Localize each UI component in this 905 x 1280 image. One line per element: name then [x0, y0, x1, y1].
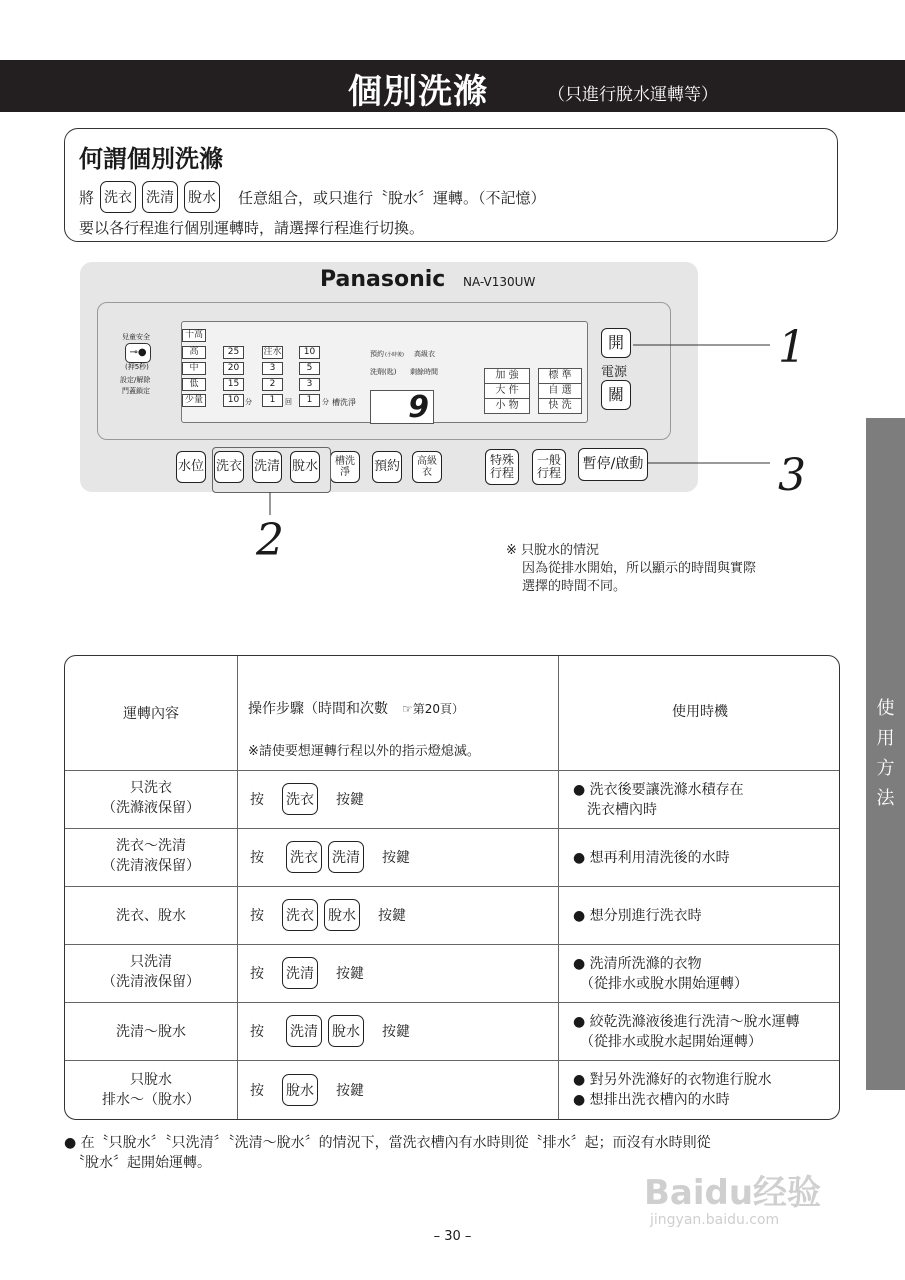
- row6-content: 只脫水 排水～（脫水）: [102, 1072, 200, 1108]
- spin-time-1: 1: [299, 394, 320, 407]
- tub-clean-button[interactable]: 槽洗淨: [330, 451, 360, 483]
- water-level-medium: 中: [182, 362, 206, 375]
- intro-line-1-text: 任意組合，或只進行〝脫水〞運轉。（不記憶）: [238, 188, 546, 207]
- row4-content: 只洗清 （洗清液保留）: [102, 954, 200, 990]
- key-rinse: 洗清: [142, 181, 178, 213]
- key-spin: 脫水: [184, 181, 220, 213]
- lcd-remaining-time: 剩餘時間: [410, 368, 438, 376]
- row2-key-rinse: 洗清: [328, 841, 364, 873]
- brand-logo: Panasonic: [320, 267, 446, 292]
- operation-table: [64, 655, 840, 1120]
- page-subtitle: （只進行脫水運轉等）: [548, 85, 718, 105]
- side-tab-char-4: 法: [876, 788, 895, 809]
- header-content: 運轉內容: [123, 706, 179, 722]
- rinse-button[interactable]: 洗清: [252, 451, 282, 483]
- header-page-ref: ☞第20頁）: [402, 702, 465, 716]
- rinse-count-1: 1: [262, 394, 283, 407]
- key-lock-icon: ⊸●: [125, 343, 151, 363]
- note-line-1: 因為從排水開始，所以顯示的時間與實際: [522, 561, 757, 576]
- page-number: – 30 –: [433, 1229, 472, 1244]
- wash-button[interactable]: 洗衣: [214, 451, 244, 483]
- lcd-hours-later: (小時後): [385, 352, 404, 358]
- section-side-tab: [866, 418, 905, 1090]
- rinse-count-2: 2: [262, 378, 283, 391]
- watermark-logo: Baidu经验: [644, 1173, 822, 1213]
- wash-time-20: 20: [223, 362, 244, 375]
- water-level-extra-high: 十高: [182, 329, 206, 342]
- row6-key-spin: 脫水: [282, 1074, 318, 1106]
- water-level-button[interactable]: 水位: [176, 451, 206, 483]
- key-wash: 洗衣: [100, 181, 136, 213]
- row2-usage: ● 想再利用清洗後的水時: [573, 850, 730, 866]
- water-level-low: 低: [182, 378, 206, 391]
- child-lock-hold: (押5秒): [125, 363, 149, 371]
- spin-time-10: 10: [299, 346, 320, 359]
- row2-steps: 按 洗衣 洗清 按鍵: [238, 828, 558, 886]
- rinse-unit: 回: [285, 398, 292, 406]
- spin-time-3: 3: [299, 378, 320, 391]
- row2-key-wash: 洗衣: [286, 841, 322, 873]
- course-quick: 快 洗: [538, 398, 582, 414]
- water-level-minimum: 少量: [182, 394, 206, 407]
- delicate-button[interactable]: 高級衣: [412, 451, 442, 483]
- wash-time-10: 10: [223, 394, 244, 407]
- spin-button[interactable]: 脫水: [290, 451, 320, 483]
- row1-key-wash: 洗衣: [282, 783, 318, 815]
- strength-large: 大 件: [484, 383, 530, 399]
- child-lock-label: 兒童安全: [122, 333, 150, 341]
- row5-content: 洗清～脫水: [116, 1024, 186, 1040]
- side-tab-char-1: 使: [876, 698, 895, 719]
- strength-strong: 加 強: [484, 368, 530, 384]
- row5-key-rinse: 洗清: [286, 1015, 322, 1047]
- row3-usage: ● 想分別進行洗衣時: [573, 908, 702, 924]
- general-course-button[interactable]: 一般行程: [532, 449, 566, 485]
- watermark-url: jingyan.baidu.com: [650, 1212, 780, 1228]
- row1-usage: ● 洗衣後要讓洗滌水積存在 洗衣槽內時: [573, 782, 744, 818]
- lcd-delicate: 高級衣: [414, 350, 435, 358]
- row5-usage: ● 絞乾洗滌液後進行洗清～脫水運轉 （從排水或脫水起開始運轉）: [573, 1014, 800, 1050]
- door-lock-label: 門蓋鎖定: [122, 387, 150, 395]
- header-steps-note: ※請使要想運轉行程以外的指示燈熄滅。: [248, 744, 480, 759]
- row4-key-rinse: 洗清: [282, 957, 318, 989]
- child-lock-set: 設定/解除: [120, 376, 151, 384]
- rinse-count-3: 3: [262, 362, 283, 375]
- row6-usage: ● 對另外洗滌好的衣物進行脫水 ● 想排出洗衣槽內的水時: [573, 1072, 772, 1108]
- time-readout: 9: [370, 390, 434, 424]
- lcd-detergent: 洗劑(匙): [370, 368, 397, 376]
- row1-steps: 按 洗衣 按鍵: [238, 770, 558, 828]
- intro-line-2: 要以各行程進行個別運轉時，請選擇行程進行切換。: [79, 219, 425, 237]
- row5-key-spin: 脫水: [328, 1015, 364, 1047]
- row3-steps: 按 洗衣 脫水 按鍵: [238, 886, 558, 944]
- row3-content: 洗衣、脫水: [116, 908, 186, 924]
- preset-button[interactable]: 預約: [372, 451, 402, 483]
- rinse-fill: 注水: [263, 347, 282, 357]
- note-mark: ※: [506, 543, 517, 558]
- row1-content: 只洗衣 （洗滌液保留）: [102, 780, 200, 816]
- wash-time-25: 25: [223, 346, 244, 359]
- course-standard: 標 準: [538, 368, 582, 384]
- intro-prefix: 將: [79, 188, 95, 207]
- power-off-button[interactable]: 關: [601, 380, 631, 410]
- page-title: 個別洗滌: [348, 72, 488, 112]
- intro-heading: 何謂個別洗滌: [79, 145, 223, 173]
- row3-key-spin: 脫水: [324, 899, 360, 931]
- row4-steps: 按 洗清 按鍵: [238, 944, 558, 1002]
- start-pause-button[interactable]: 暫停/啟動: [578, 448, 648, 481]
- callout-1: 1: [778, 322, 806, 373]
- side-tab-char-2: 用: [876, 728, 895, 749]
- power-on-button[interactable]: 開: [601, 328, 631, 358]
- lcd-preset: 預約: [370, 350, 384, 358]
- tub-clean-label: 槽洗淨: [332, 398, 356, 407]
- row3-key-wash: 洗衣: [282, 899, 318, 931]
- header-steps: 操作步驟（時間和次數 ☞第20頁）: [248, 701, 465, 717]
- callout-2: 2: [256, 515, 284, 566]
- callout-lines: [0, 0, 905, 600]
- header-usage: 使用時機: [672, 704, 728, 720]
- row6-steps: 按 脫水 按鍵: [238, 1060, 558, 1120]
- row4-usage: ● 洗清所洗滌的衣物 （從排水或脫水開始運轉）: [573, 956, 748, 992]
- spin-unit: 分: [322, 398, 329, 406]
- row2-content: 洗衣～洗清 （洗清液保留）: [102, 838, 200, 874]
- course-custom: 自 選: [538, 383, 582, 399]
- footnote: ● 在〝只脫水〞〝只洗清〞〝洗清～脫水〞的情況下，當洗衣槽內有水時則從〝排水〞起；而沒有水時則從 〝脫水〞起開始運轉。: [64, 1135, 711, 1171]
- special-course-button[interactable]: 特殊行程: [485, 449, 519, 485]
- strength-small: 小 物: [484, 398, 530, 414]
- model-number: NA-V130UW: [463, 275, 536, 289]
- water-level-high: 高: [182, 346, 206, 359]
- note-title: 只脫水的情況: [521, 543, 600, 558]
- power-label: 電源: [601, 365, 628, 380]
- row5-steps: 按 洗清 脫水 按鍵: [238, 1002, 558, 1060]
- wash-unit: 分: [245, 398, 252, 406]
- note-line-2: 選擇的時間不同。: [522, 579, 627, 594]
- side-tab-char-3: 方: [876, 758, 895, 779]
- spin-only-note: [506, 542, 756, 596]
- callout-3: 3: [778, 450, 806, 501]
- wash-time-15: 15: [223, 378, 244, 391]
- spin-time-5: 5: [299, 362, 320, 375]
